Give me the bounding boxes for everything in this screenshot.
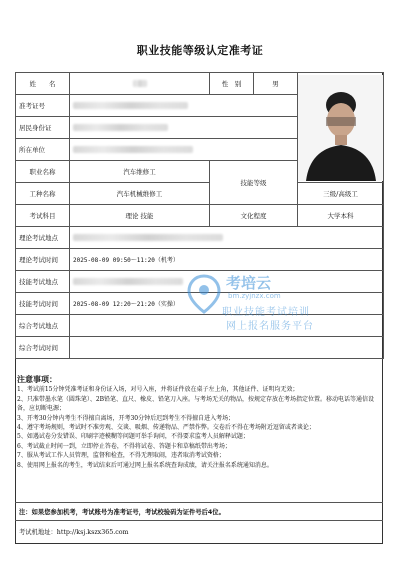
candidate-photo xyxy=(298,75,383,181)
redacted-ticket-no xyxy=(73,102,188,109)
row-subject xyxy=(16,205,384,227)
note-item: 7、服从考试工作人员管理，监督和检查，不得无理取闹，违者取消考试资格； xyxy=(17,452,225,460)
skill-place-label: 技能考试地点 xyxy=(16,271,70,293)
note-item: 2、只准带墨水笔（圆珠笔）、2B铅笔、直尺、橡皮、铅笔刀入座。与考场无关的物品，按规定存放在考场指定位置。移动电话等通信设备，应切断电源； xyxy=(17,395,375,413)
note-item: 4、遵守考场规则，考试时不准旁观、交谈、吸烟、传递物品、严禁作弊。交卷后不得在考场附近逗留或者谈论； xyxy=(17,424,315,432)
occupation-value: 汽车维修工 xyxy=(70,161,210,183)
notes-section xyxy=(17,375,379,470)
watermark xyxy=(186,272,336,342)
watermark-logo-icon xyxy=(186,274,222,314)
comp-place-label: 综合考试地点 xyxy=(16,315,70,337)
theory-place-value xyxy=(70,227,384,249)
ticket-no-value xyxy=(70,95,298,117)
notes-heading: 注意事项： xyxy=(17,374,57,384)
gender-label: 性 别 xyxy=(210,73,254,95)
education-value: 大学本科 xyxy=(298,205,384,227)
unit-value xyxy=(70,139,298,161)
skill-time-label: 技能考试时间 xyxy=(16,293,70,315)
id-value xyxy=(70,117,298,139)
theory-time-label: 理论考试时间 xyxy=(16,249,70,271)
gender-value: 男 xyxy=(254,73,298,95)
redacted-id xyxy=(73,124,168,131)
watermark-line1: 职业技能考试培训 xyxy=(222,307,310,318)
occupation-label: 职业名称 xyxy=(16,161,70,183)
redacted-skill-place xyxy=(73,278,183,285)
comp-time-label: 综合考试时间 xyxy=(16,337,70,359)
exam-login-notice: 注：如果您参加机考，考试账号为准考证号，考试校验码为证件号后4位。 xyxy=(15,502,383,520)
theory-time-value: 2025-08-09 09:50～11:20（机考） xyxy=(70,249,384,271)
redacted-unit xyxy=(73,146,193,153)
id-label: 居民身份证 xyxy=(16,117,70,139)
row-name xyxy=(16,73,384,95)
note-item: 1、考试前15分钟凭准考证和身份证入场，对号入座，并将证件放在桌子左上角，其他证件、证明均无效； xyxy=(17,386,299,394)
redacted-theory-place xyxy=(73,234,223,241)
note-item: 6、考试截止时间一到，立即停止答卷，不得将试卷、答题卡和草稿纸带出考场； xyxy=(17,442,231,450)
job-label: 工种名称 xyxy=(16,183,70,205)
note-item: 8、使用网上报名的考生，考试结束后可通过网上报名系统查询成绩，请关注报名系统通知消息。 xyxy=(17,461,273,469)
skill-time-value: 2025-08-09 12:20～21:20（实操） xyxy=(70,293,384,315)
name-value xyxy=(70,73,210,95)
watermark-url: bm.zyjnzx.com xyxy=(228,292,281,300)
level-value: 三级/高级工 xyxy=(298,183,384,205)
photo-cell xyxy=(298,73,384,183)
theory-place-label: 理论考试地点 xyxy=(16,227,70,249)
education-label: 文化程度 xyxy=(210,205,298,227)
exam-machine-address: 考试机地址：http://ksj.kszx365.com xyxy=(15,520,383,544)
row-theory-place xyxy=(16,227,384,249)
job-value: 汽车机械维修工 xyxy=(70,183,210,205)
page-title: 职业技能等级认定准考证 xyxy=(136,44,264,57)
watermark-line2: 网上报名服务平台 xyxy=(226,321,314,332)
subject-label: 考试科目 xyxy=(16,205,70,227)
watermark-brand: 考培云 xyxy=(226,274,272,292)
row-theory-time xyxy=(16,249,384,271)
unit-label: 所在单位 xyxy=(16,139,70,161)
subject-value: 理论 技能 xyxy=(70,205,210,227)
row-job xyxy=(16,183,384,205)
note-item: 3、开考30分钟内考生不得擅自离场，开考30分钟后迟到考生不得擅自进入考场； xyxy=(17,414,235,422)
name-label: 姓 名 xyxy=(16,73,70,95)
level-label: 技能等级 xyxy=(210,161,298,205)
candidate-portrait-image xyxy=(298,75,383,181)
ticket-no-label: 准考证号 xyxy=(16,95,70,117)
note-item: 5、如遇试卷分发错误、印刷字迹模糊等问题可举手询问，不得要求监考人员解释试题； xyxy=(17,433,249,441)
redacted-name xyxy=(133,80,147,87)
